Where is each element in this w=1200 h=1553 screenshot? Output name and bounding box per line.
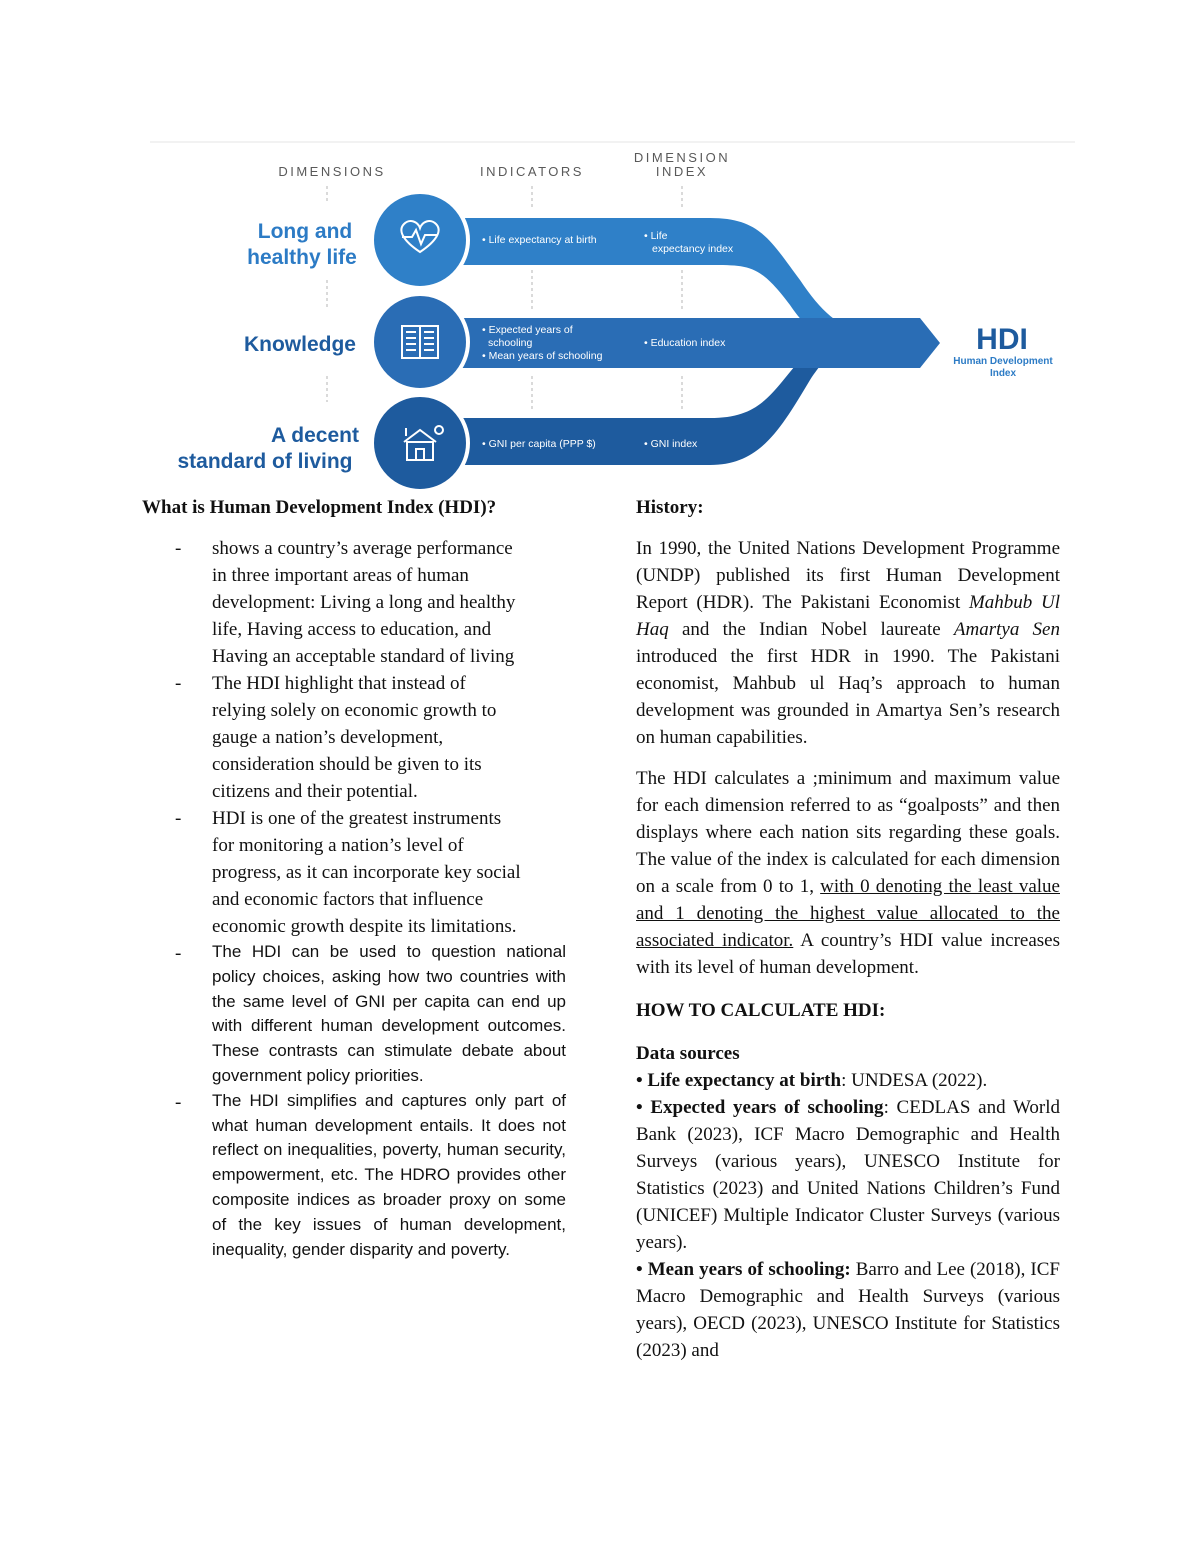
ind-expected-years-2: schooling: [488, 337, 533, 349]
how-heading: HOW TO CALCULATE HDI:: [636, 1000, 886, 1021]
history-paragraph: In 1990, the United Nations Development Programme (UNDP) published its first Human Development Report (HDR). The Pakistani Economist Mahbub Ul Haq and the Indian Nobel laureate Amartya Sen introduced the first HDR in 1990. The Pakistani economist, Mahbub ul Haq’s approach to human development was grounded in Amartya Sen’s research on human capabilities.: [636, 538, 1060, 748]
ind-life-expectancy: • Life expectancy at birth: [482, 234, 597, 246]
header-indicators: INDICATORS: [480, 164, 584, 179]
bullet-item: - HDI is one of the greatest instruments for monitoring a nation’s level of progress, as it can incorporate key social and economic factors that influence economic growth despite its limitations.: [175, 808, 521, 937]
calc-paragraph: The HDI calculates a ;minimum and maximum value for each dimension referred to as “goalposts” and then displays where each nation sits regarding these goals. The value of the index is calculated for each dimension on a scale from 0 to 1, with 0 denoting the least value and 1 denoting the highest value allocated to the associated indicator. A country’s HDI value increases with its level of human development.: [636, 768, 1060, 978]
header-dimension-index-1: DIMENSION: [633, 150, 731, 165]
history-heading: History:: [636, 497, 704, 518]
ind-expected-years-1: • Expected years of: [482, 324, 573, 336]
bullet-item: - shows a country’s average performance in three important areas of human development: Living a long and healthy life, Having access to education, and Having an acceptable standard of living: [175, 538, 516, 667]
source-expected: • Expected years of schooling: CEDLAS and World Bank (2023), ICF Macro Demographic and Health Surveys (various years), UNESCO Institute for Statistics (2023) and United Nations Children’s Fund (UNICEF) Multiple Indicator Cluster Surveys (various years).: [636, 1097, 1060, 1253]
right-column: [636, 494, 1060, 1364]
dim-health-1: Long and: [257, 220, 353, 243]
bullet-item: - The HDI simplifies and captures only part of what human development entails. It does not reflect on inequalities, poverty, human security, empowerment, etc. The HDRO provides other composite indices as broader proxy on some of the key issues of human development, inequality, gender disparity and poverty.: [175, 1090, 566, 1259]
idx-life-1: • Life: [644, 230, 668, 242]
dim-knowledge: Knowledge: [243, 333, 357, 356]
header-dimension-index-2: INDEX: [655, 164, 709, 179]
ind-mean-years: • Mean years of schooling: [482, 350, 603, 362]
idx-gni: • GNI index: [644, 438, 698, 450]
dim-living-2: standard of living: [177, 450, 353, 473]
bullet-item: - The HDI highlight that instead of relying solely on economic growth to gauge a nation’s development, consideration should be given to its citizens and their potential.: [175, 673, 497, 802]
sources-heading: Data sources: [636, 1043, 740, 1064]
dim-living-1: A decent: [271, 424, 359, 447]
hdi-title: HDI: [976, 323, 1028, 356]
hdi-sub-1: Human Development: [953, 356, 1053, 367]
header-dimensions: DIMENSIONS: [278, 164, 386, 179]
idx-life-2: expectancy index: [652, 243, 734, 255]
hdi-heading: What is Human Development Index (HDI)?: [142, 497, 497, 518]
ind-gni: • GNI per capita (PPP $): [482, 438, 596, 450]
left-column: [142, 494, 566, 1262]
source-mean: • Mean years of schooling: Barro and Lee (2018), ICF Macro Demographic and Health Surveys (various years), OECD (2023), UNESCO Institute for Statistics (2023) and: [636, 1259, 1060, 1361]
hdi-diagram: [150, 140, 1075, 490]
source-life: • Life expectancy at birth: UNDESA (2022).: [636, 1070, 988, 1091]
hdi-sub-2: Index: [989, 368, 1017, 379]
idx-education: • Education index: [644, 337, 726, 349]
dim-health-2: healthy life: [247, 246, 357, 269]
bullet-item: - The HDI can be used to question national policy choices, asking how two countries with the same level of GNI per capita can end up with different human development outcomes. These contrasts can stimulate debate about government policy priorities.: [175, 942, 566, 1085]
